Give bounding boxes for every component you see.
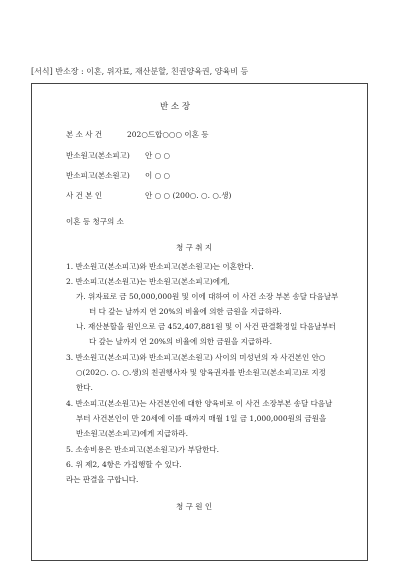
claim-line: 4. 반소피고(본소원고)는 사건본인에 대한 양육비로 이 사건 소장부본 송달 다음날 <box>66 399 333 408</box>
claim-line: 다 갚는 날까지 연 20%의 비율에 의한 금원을 지급하라. <box>89 337 273 346</box>
claim-line: 나. 재산분할을 원인으로 금 452,407,881원 및 이 사건 판결확정일 다음날부터 <box>76 322 336 331</box>
claim-section-title: 청 구 취 지 <box>176 243 213 252</box>
claim-line: 한다. <box>76 383 93 392</box>
claim-line: 1. 반소원고(본소피고)와 반소피고(본소원고)는 이혼한다. <box>66 262 254 271</box>
claim-line: 3. 반소원고(본소피고)와 반소피고(본소원고) 사이의 미성년의 자 사건본인 안○ <box>66 353 326 362</box>
claim-line: 가. 위자료로 금 50,000,000원 및 이에 대하여 이 사건 소장 부본 송달 다음날부 <box>76 292 339 301</box>
case-label: 본 소 사 건 <box>66 130 103 139</box>
principal-value: 안 ○ ○ (200○. ○. ○.생) <box>145 191 232 200</box>
document-title: 반 소 장 <box>160 102 191 112</box>
claim-line: 부터 사건본인이 만 20세에 이를 때까지 매월 1일 금 1,000,000원의 금원을 <box>76 414 327 423</box>
party-value-plaintiff: 안 ○ ○ <box>145 151 171 160</box>
case-value: 202○드합○○○ 이혼 등 <box>127 130 209 139</box>
suit-subject: 이혼 등 청구의 소 <box>66 217 124 226</box>
party-label-plaintiff: 반소원고(본소피고) <box>66 151 130 160</box>
claim-line: 2. 반소피고(본소원고)는 반소원고(본소피고)에게, <box>66 277 230 286</box>
cause-section-title: 청 구 원 인 <box>176 502 213 511</box>
claim-line: 라는 판결을 구합니다. <box>66 475 139 484</box>
claim-line: 5. 소송비용은 반소피고(본소원고)가 부담한다. <box>66 445 219 454</box>
claim-line: 터 다 갚는 날까지 연 20%의 비율에 의한 금원을 지급하라. <box>89 307 282 316</box>
claim-line: ○(202○. ○. ○.생)의 친권행사자 및 양육권자를 반소원고(본소피고)로 지정 <box>76 368 326 377</box>
principal-label: 사 건 본 인 <box>66 191 103 200</box>
party-label-defendant: 반소피고(본소원고) <box>66 171 130 180</box>
party-value-defendant: 이 ○ ○ <box>145 171 171 180</box>
claim-line: 반소원고(본소피고)에게 지급하라. <box>76 429 189 438</box>
claim-line: 6. 위 제2, 4항은 가집행할 수 있다. <box>66 460 182 469</box>
form-header: [서식] 반소장 : 이혼, 위자료, 재산분할, 친권양육권, 양육비 등 <box>31 67 249 76</box>
